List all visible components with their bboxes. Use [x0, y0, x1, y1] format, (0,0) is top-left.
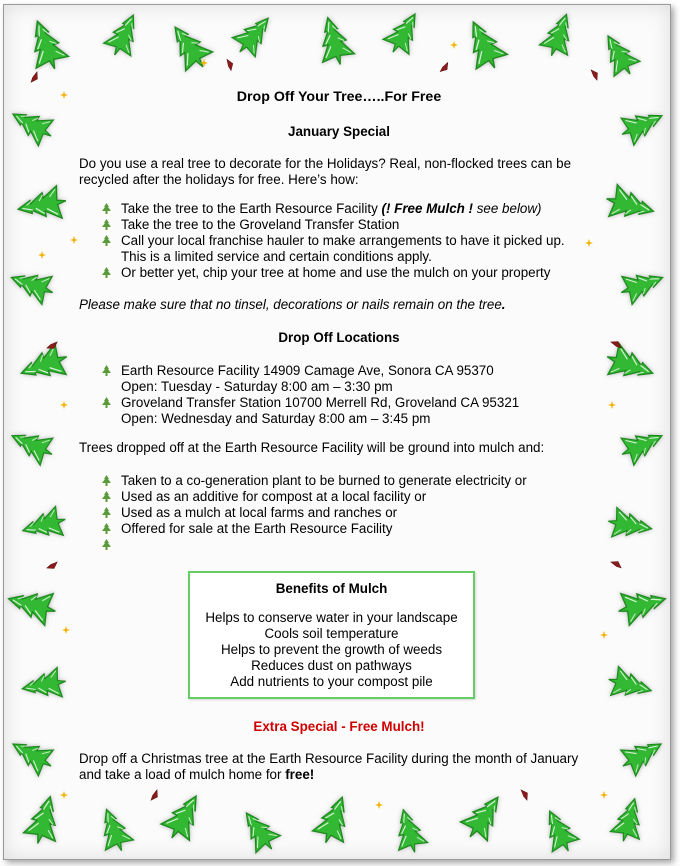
item-text: Used as a mulch at local farms and ranches or	[121, 505, 398, 520]
item-text: Call your local franchise hauler to make arrangements to have it picked up.	[121, 233, 565, 248]
how-to-list	[101, 201, 601, 281]
right-tree-column	[602, 102, 670, 779]
list-item	[101, 521, 601, 537]
list-item	[101, 265, 601, 281]
extra-special-heading: Extra Special - Free Mulch!	[253, 719, 425, 734]
location-address: Groveland Transfer Station 10700 Merrell Rd, Groveland CA 95321	[121, 395, 520, 410]
closing-paragraph: Drop off a Christmas tree at the Earth Resource Facility during the month of January and take a load of mulch home for free!	[79, 751, 579, 782]
item-text: Or better yet, chip your tree at home and use the mulch on your property	[121, 265, 551, 280]
tree-bullet-icon	[101, 365, 112, 377]
item-text: Offered for sale at the Earth Resource Facility	[121, 521, 393, 536]
benefit-line: Add nutrients to your compost pile	[230, 674, 433, 689]
ground-into-mulch-text: Trees dropped off at the Earth Resource Facility will be ground into mulch and:	[79, 440, 545, 455]
list-item	[101, 505, 601, 521]
list-item	[101, 537, 601, 553]
item-text-continued: This is a limited service and certain conditions apply.	[121, 249, 432, 264]
list-item	[101, 473, 601, 489]
location-address: Earth Resource Facility 14909 Camage Ave, Sonora CA 95370	[121, 363, 494, 378]
benefit-line: Helps to prevent the growth of weeds	[220, 642, 443, 657]
item-text: Take the tree to the Groveland Transfer Station	[121, 217, 400, 232]
flyer-page	[3, 4, 671, 860]
benefit-line: Cools soil temperature	[264, 626, 399, 641]
benefits-title: Benefits of Mulch	[275, 581, 388, 596]
benefits-of-mulch-box	[188, 571, 475, 699]
list-item	[101, 217, 601, 233]
tree-bullet-icon	[101, 523, 112, 535]
warning-note: Please make sure that no tinsel, decorations or nails remain on the tree.	[79, 297, 506, 312]
item-text: Used as an additive for compost at a local facility or	[121, 489, 427, 504]
tree-bullet-icon	[101, 219, 112, 231]
location-hours: Open: Tuesday - Saturday 8:00 am – 3:30 pm	[121, 379, 393, 394]
page-title: Drop Off Your Tree…..For Free	[236, 89, 442, 105]
location-hours: Open: Wednesday and Saturday 8:00 am – 3:45 pm	[121, 411, 431, 426]
item-text: Take the tree to the Earth Resource Facility	[121, 201, 382, 216]
tree-bullet-icon	[101, 397, 112, 409]
locations-list	[101, 363, 601, 427]
tree-bullet-icon	[101, 267, 112, 279]
list-item	[101, 201, 601, 217]
free-mulch-note: (! Free Mulch !	[381, 201, 477, 216]
mulch-uses-list	[101, 473, 601, 553]
benefit-line: Reduces dust on pathways	[251, 658, 412, 673]
tree-bullet-icon	[101, 475, 112, 487]
tree-bullet-icon	[101, 507, 112, 519]
benefit-line: Helps to conserve water in your landscape	[205, 610, 458, 625]
intro-paragraph: Do you use a real tree to decorate for the Holidays? Real, non-flocked trees can be recycled after the holidays for free. Here’s how:	[79, 156, 572, 187]
item-text: Taken to a co-generation plant to be burned to generate electricity or	[121, 473, 527, 488]
list-item	[101, 395, 601, 427]
list-item	[101, 363, 601, 395]
list-item	[101, 489, 601, 505]
top-tree-row	[21, 6, 643, 81]
see-below-note: see below)	[476, 201, 542, 216]
tree-bullet-icon	[101, 491, 112, 503]
bottom-tree-row	[22, 788, 649, 858]
tree-bullet-icon	[101, 539, 112, 551]
free-emphasis: free!	[285, 767, 315, 782]
list-item	[101, 233, 601, 265]
drop-off-locations-heading: Drop Off Locations	[278, 330, 400, 345]
left-tree-column	[4, 101, 72, 779]
tree-bullet-icon	[101, 203, 112, 215]
tree-bullet-icon	[101, 235, 112, 247]
january-special-heading: January Special	[288, 124, 390, 139]
